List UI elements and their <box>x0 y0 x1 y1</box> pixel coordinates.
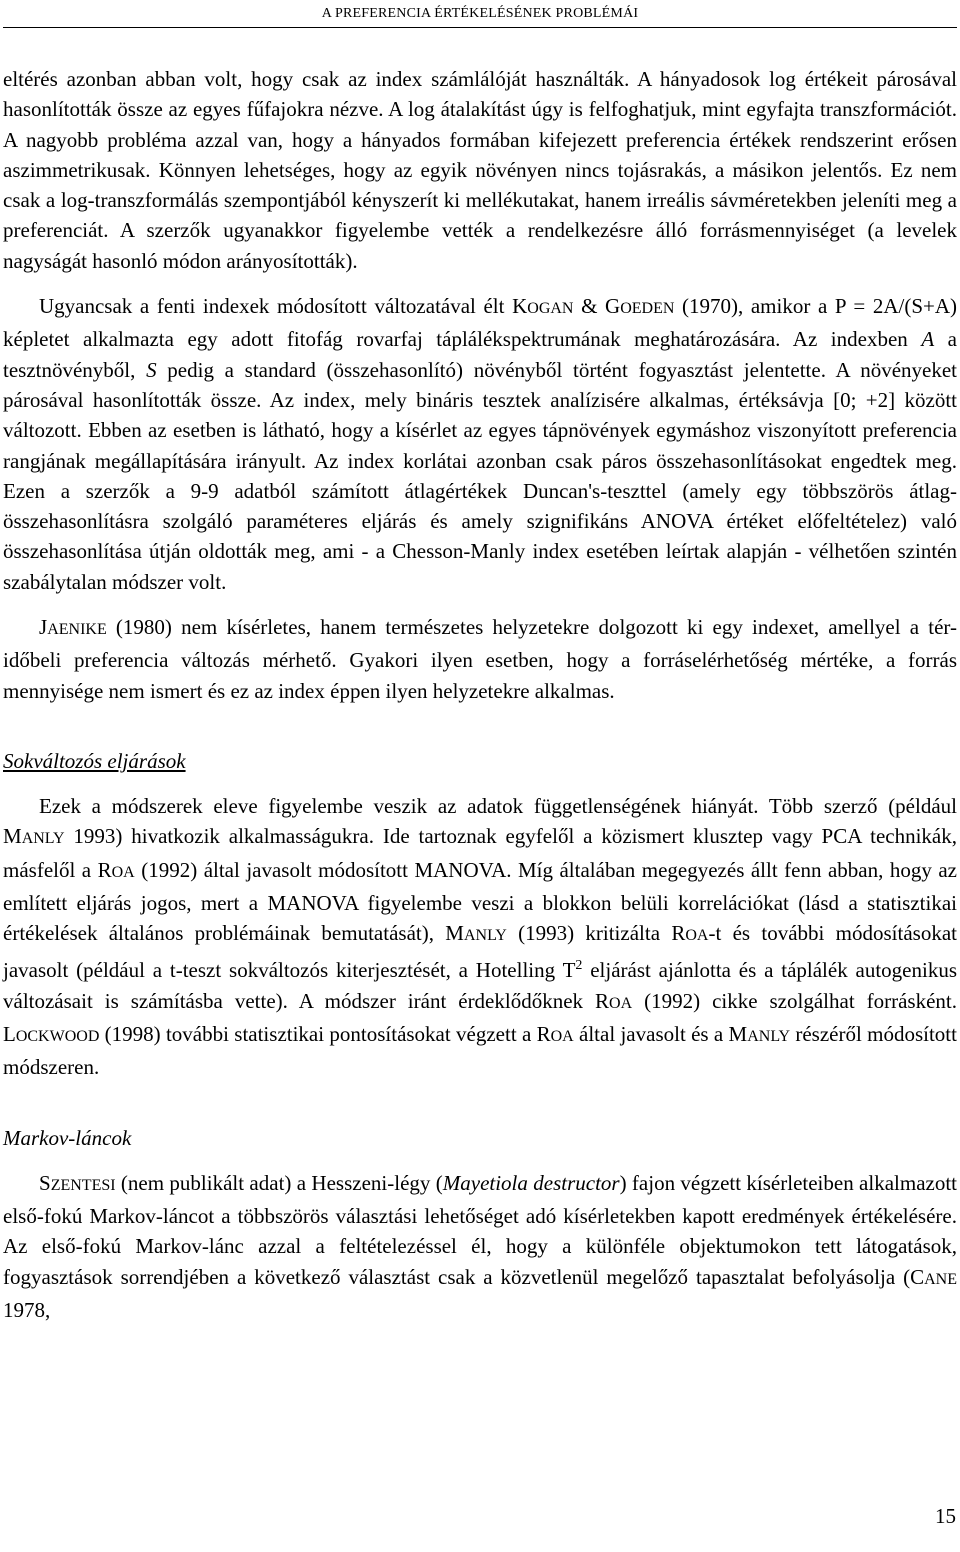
author-roa: ROA <box>671 921 709 946</box>
paragraph-2 <box>3 291 957 597</box>
author-manly: MANLY <box>728 1022 791 1047</box>
paragraph-markov: SZENTESI (nem publikált adat) a Hesszeni-légy (Mayetiola destructor) fajon végzett kísérleteiben alkalmazott első-fokú Markov-láncot a többszörös választási lehetőséget adó kísérletekben kapott eredmények értékelésére. Az első-fokú Markov-lánc azzal a feltételezéssel él, hogy a különféle objektumokon tett látogatások, fogyasztások sorrendjében a következő választást csak a közvetlenül megelőző tapasztalat befolyásolja (CANE 1978, <box>3 1170 958 1322</box>
species-name: Mayetiola destructor <box>442 1170 620 1195</box>
running-header: A PREFERENCIA ÉRTÉKELÉSÉNEK PROBLÉMÁI <box>321 6 639 21</box>
author-manly: MANLY <box>445 921 507 946</box>
author-cane: CANE <box>910 1264 957 1289</box>
author-goeden: GOEDEN <box>605 294 675 319</box>
text-run: (1970), amikor a P = 2A/(S+A) képletet alkalmazta egy adott fitofág rovarfaj táplálékspektrumának meghatározására. Az indexben <box>3 294 957 352</box>
text-run: Ugyancsak a fenti indexek módosított változatával élt <box>39 294 513 319</box>
author-manly: MANLY <box>3 824 65 849</box>
paragraph-1: eltérés azonban abban volt, hogy csak az index számlálóját használták. A hányadosok log értékeit párosával hasonlították össze az egyes fűfajokra nézve. A log átalakítást úgy is felfoghatjuk, mint egyfajta transzformációt. A nagyobb probléma azzal van, hogy a hányados formában kifejezett preferencia értékek rendszerint erősen aszimmetrikusak. Könnyen lehetséges, hogy az egyik növényen nincs tojásrakás, a másikon jelentős. Ez nem csak a log-transzformálás szempontjából kényszerít ki mellékutakat, hanem irreális sávméretekben jeleníti meg a preferenciát. A szerzők ugyanakkor figyelembe vették a rendelkezésre álló forrásmennyiséget (a levelek nagyságát hasonló módon arányosították). <box>3 67 957 273</box>
page-body <box>3 64 957 1325</box>
author-roa: ROA <box>536 1022 574 1047</box>
author-szentesi: SZENTESI <box>39 1170 116 1195</box>
paragraph-3 <box>3 612 957 706</box>
variable-s: S <box>146 357 157 382</box>
superscript-2: 2 <box>575 958 583 974</box>
author-jaenike: JAENIKE <box>39 615 107 640</box>
header-rule <box>3 27 957 28</box>
author-roa: ROA <box>595 988 633 1013</box>
variable-a: A <box>921 327 935 352</box>
page-number: 15 <box>935 1504 956 1528</box>
paragraph-sokvaltozos: Ezek a módszerek eleve figyelembe veszik az adatok függetlenségének hiányát. Több szerző (például MANLY 1993) hivatkozik alkalmasságukra. Ide tartoznak egyfelől a közismert klusztер vagy PCA technikák, másfelől a ROA (1992) által javasolt módosított MANOVA. Míg általában megegyezés állt fenn abban, hogy az említett eljárás jogos, mert a MANOVA figyelembe veszi a blokkon belüli korrelációkat (lásd a statisztikai értékelések általános problémáinak bemutatását), MANLY (1993) kritizálta ROA-t és további módosításokat javasolt (például a t-teszt sokváltozós kiterjesztését, a Hotelling $T^2$ eljárást ajánlotta és a táplálék autogenikus változásait is számításba vette). A módszer iránt érdeklődőknek ROA (1992) cikke szolgálhat forrásként. LOCKWOOD (1998) további statisztikai pontosításokat végzett a ROA által javasolt és a MANLY részéről módosított módszeren. <box>3 793 957 1080</box>
section-heading-markov: Markov-láncok <box>3 1125 132 1150</box>
author-kogan: KOGAN <box>512 294 574 319</box>
text-run: (1980) nem kísérletes, hanem természetes helyzetekre dolgozott ki egy indexet, amellyel a tér-időbeli preferencia változás mérhető. Gyakori ilyen esetben, hogy a forráselérhetőség mértéke, a forrás mennyisége nem ismert és ez az index éppen ilyen helyzetekre alkalmas. <box>3 615 957 703</box>
text-run: & <box>573 294 606 319</box>
author-roa: ROA <box>97 857 135 882</box>
author-lockwood: LOCKWOOD <box>3 1022 100 1047</box>
text-run: a tesztnövényből, <box>3 327 957 382</box>
text-run: pedig a standard (összehasonlító) növényből történt fogyasztást jelentette. A növényeket párosával hasonlították össze. Az index, mely bináris tesztek analízisére alkalmas, értéksávja [0; +2] között változott. Ebben az esetben is látható, hogy a kísérlet az egyes tápnövények egymáshoz viszonyított preferencia rangjának megállapítására irányult. Az index korlátai azonban csak páros összehasonlításokat engedtek meg. Ezen a szerzők a 9-9 adatból számított átlagértékek Duncan's-teszttel (amely egy többszörös átlag-összehasonlításra szolgáló paraméteres eljárás és amely szignifikáns ANOVA értéket előfeltételez) való összehasonlítása útján oldották meg, ami - a Chesson-Manly index esetében leírtak alapján - vélhetően szintén szabálytalan módszer volt. <box>3 357 957 594</box>
section-heading-sokvaltozos: Sokváltozós eljárások <box>3 748 186 773</box>
